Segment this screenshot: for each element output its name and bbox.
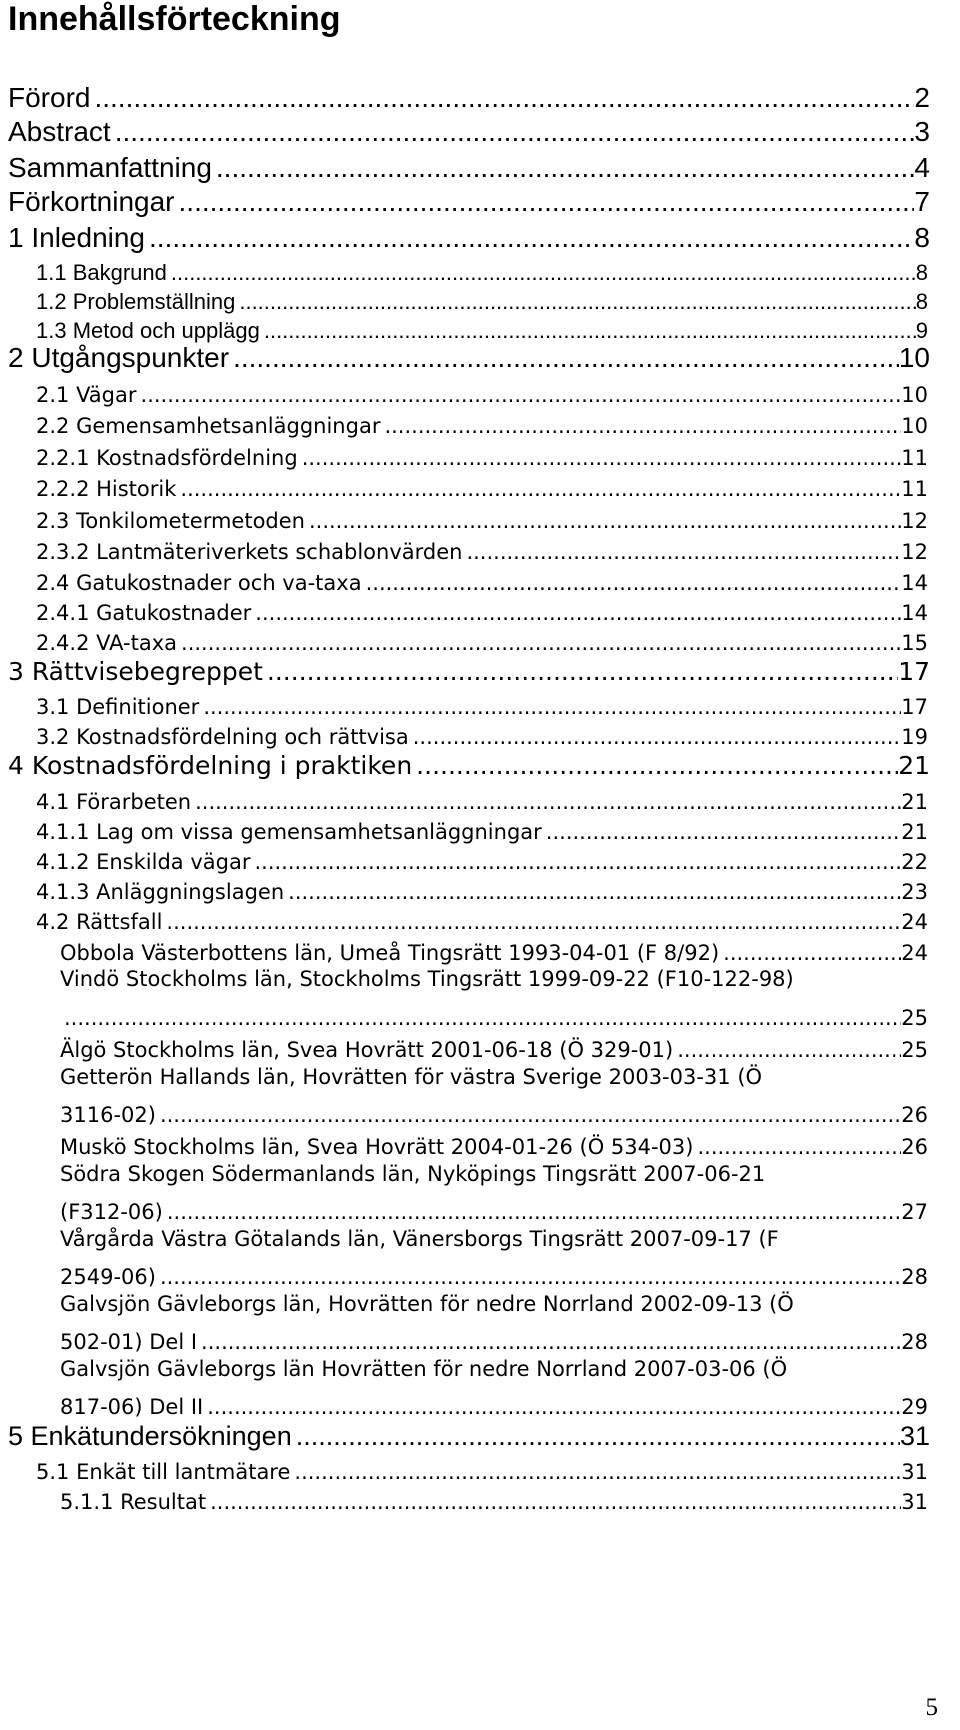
dot-leader — [414, 751, 898, 780]
dot-leader — [158, 1265, 901, 1289]
toc-entry[interactable]: 1.2 Problemställning ..... 8 — [36, 287, 928, 315]
toc-entry[interactable]: 2 Utgångspunkter ..... 10 — [8, 340, 930, 374]
dot-leader — [113, 116, 915, 148]
toc-entry[interactable]: 2.4 Gatukostnader och va-taxa ..... 14 — [36, 565, 928, 595]
toc-entry[interactable]: Älgö Stockholms län, Svea Hovrätt 2001-06-18 (Ö 329-01) ..... 25 — [60, 1032, 928, 1062]
toc-entry[interactable]: 5.1.1 Resultat ..... 31 — [60, 1484, 928, 1514]
dot-leader — [178, 477, 901, 501]
page-number: 5 — [925, 1694, 938, 1721]
dot-leader — [214, 152, 915, 184]
toc-entry[interactable]: 1.1 Bakgrund ..... 8 — [36, 258, 928, 286]
toc-entry[interactable]: 4.1.1 Lag om vissa gemensamhetsanläggningar ..... 21 — [36, 814, 928, 844]
dot-leader — [193, 790, 901, 814]
toc-entry[interactable]: 3116-02) ..... 26 — [60, 1097, 928, 1127]
dot-leader — [179, 631, 901, 655]
toc-entry[interactable]: Förord ..... 2 — [8, 80, 930, 114]
dot-leader — [292, 1460, 901, 1484]
dot-leader — [294, 1421, 900, 1452]
dot-leader — [253, 601, 901, 625]
dot-leader — [62, 1006, 901, 1030]
toc-entry[interactable]: 2.1 Vägar ..... 10 — [36, 377, 928, 407]
toc-entry-line: Galvsjön Gävleborgs län, Hovrätten för nedre Norrland 2002-09-13 (Ö — [60, 1292, 794, 1316]
toc-entry[interactable]: 3 Rättvisebegreppet ..... 17 — [8, 654, 930, 686]
toc-entry[interactable]: 502-01) Del I ..... 28 — [60, 1324, 928, 1354]
dot-leader — [165, 1200, 901, 1224]
toc-entry[interactable]: Muskö Stockholms län, Svea Hovrätt 2004-01-26 (Ö 534-03) ..... 26 — [60, 1129, 928, 1159]
toc-entry[interactable]: 5 Enkätundersökningen ..... 31 — [8, 1418, 930, 1452]
toc-entry[interactable]: 2.2.1 Kostnadsfördelning ..... 11 — [36, 440, 928, 470]
dot-leader — [205, 1395, 901, 1419]
toc-heading: Innehållsförteckning — [8, 0, 341, 38]
dot-leader — [139, 383, 902, 407]
dot-leader — [286, 880, 901, 904]
dot-leader — [237, 289, 915, 315]
dot-leader — [201, 695, 901, 719]
toc-entry[interactable]: 5.1 Enkät till lantmätare ..... 31 — [36, 1454, 928, 1484]
dot-leader — [695, 1135, 901, 1159]
toc-entry[interactable]: ..... 25 — [60, 1000, 928, 1030]
dot-leader — [177, 186, 915, 218]
toc-entry[interactable]: 4.1.3 Anläggningslagen ..... 23 — [36, 874, 928, 904]
toc-entry[interactable]: 2549-06) ..... 28 — [60, 1259, 928, 1289]
dot-leader — [300, 446, 902, 470]
toc-entry[interactable]: 817-06) Del II ..... 29 — [60, 1389, 928, 1419]
toc-entry[interactable]: 2.3.2 Lantmäteriverkets schablonvärden ..... 12 — [36, 534, 928, 564]
dot-leader — [675, 1038, 901, 1062]
dot-leader — [252, 850, 901, 874]
dot-leader — [147, 222, 914, 254]
toc-entry[interactable]: 2.2.2 Historik ..... 11 — [36, 471, 928, 501]
toc-entry[interactable]: 1.3 Metod och upplägg ..... 9 — [36, 316, 928, 344]
toc-entry-line: Getterön Hallands län, Hovrätten för västra Sverige 2003-03-31 (Ö — [60, 1065, 763, 1089]
toc-entry-line: Vårgårda Västra Götalands län, Vänersborgs Tingsrätt 2007-09-17 (F — [60, 1227, 779, 1251]
dot-leader — [208, 1490, 901, 1514]
dot-leader — [364, 571, 902, 595]
dot-leader — [544, 820, 901, 844]
dot-leader — [169, 260, 916, 286]
toc-entry[interactable]: Förkortningar ..... 7 — [8, 184, 930, 218]
toc-entry[interactable]: 2.3 Tonkilometermetoden ..... 12 — [36, 503, 928, 533]
toc-entry[interactable]: Obbola Västerbottens län, Umeå Tingsrätt 1993-04-01 (F 8/92) ..... 24 — [60, 935, 928, 965]
dot-leader — [199, 1330, 901, 1354]
dot-leader — [265, 657, 898, 686]
toc-entry-line: Vindö Stockholms län, Stockholms Tingsrätt 1999-09-22 (F10-122-98) — [60, 967, 794, 991]
dot-leader — [164, 910, 901, 934]
toc-entry-line: Södra Skogen Södermanlands län, Nyköpings Tingsrätt 2007-06-21 — [60, 1162, 766, 1186]
toc-entry[interactable]: (F312-06) ..... 27 — [60, 1194, 928, 1224]
dot-leader — [231, 342, 899, 374]
dot-leader — [158, 1103, 901, 1127]
toc-entry[interactable]: 2.4.1 Gatukostnader ..... 14 — [36, 595, 928, 625]
toc-entry[interactable]: 1 Inledning ..... 8 — [8, 220, 930, 254]
toc-entry[interactable]: 3.1 Definitioner ..... 17 — [36, 689, 928, 719]
toc-entry[interactable]: 4 Kostnadsfördelning i praktiken ..... 21 — [8, 748, 930, 780]
dot-leader — [92, 82, 914, 114]
dot-leader — [307, 509, 901, 533]
toc-entry[interactable]: 3.2 Kostnadsfördelning och rättvisa ..... 19 — [36, 719, 928, 749]
dot-leader — [464, 540, 901, 564]
dot-leader — [721, 941, 901, 965]
dot-leader — [411, 725, 902, 749]
toc-entry[interactable]: Abstract ..... 3 — [8, 114, 930, 148]
dot-leader — [382, 414, 901, 438]
toc-entry[interactable]: 2.4.2 VA-taxa ..... 15 — [36, 625, 928, 655]
toc-entry[interactable]: 4.1 Förarbeten ..... 21 — [36, 784, 928, 814]
toc-entry[interactable]: 4.2 Rättsfall ..... 24 — [36, 904, 928, 934]
toc-entry[interactable]: Sammanfattning ..... 4 — [8, 150, 930, 184]
toc-entry[interactable]: 4.1.2 Enskilda vägar ..... 22 — [36, 844, 928, 874]
toc-entry-line: Galvsjön Gävleborgs län Hovrätten för nedre Norrland 2007-03-06 (Ö — [60, 1357, 788, 1381]
toc-entry[interactable]: 2.2 Gemensamhetsanläggningar ..... 10 — [36, 408, 928, 438]
